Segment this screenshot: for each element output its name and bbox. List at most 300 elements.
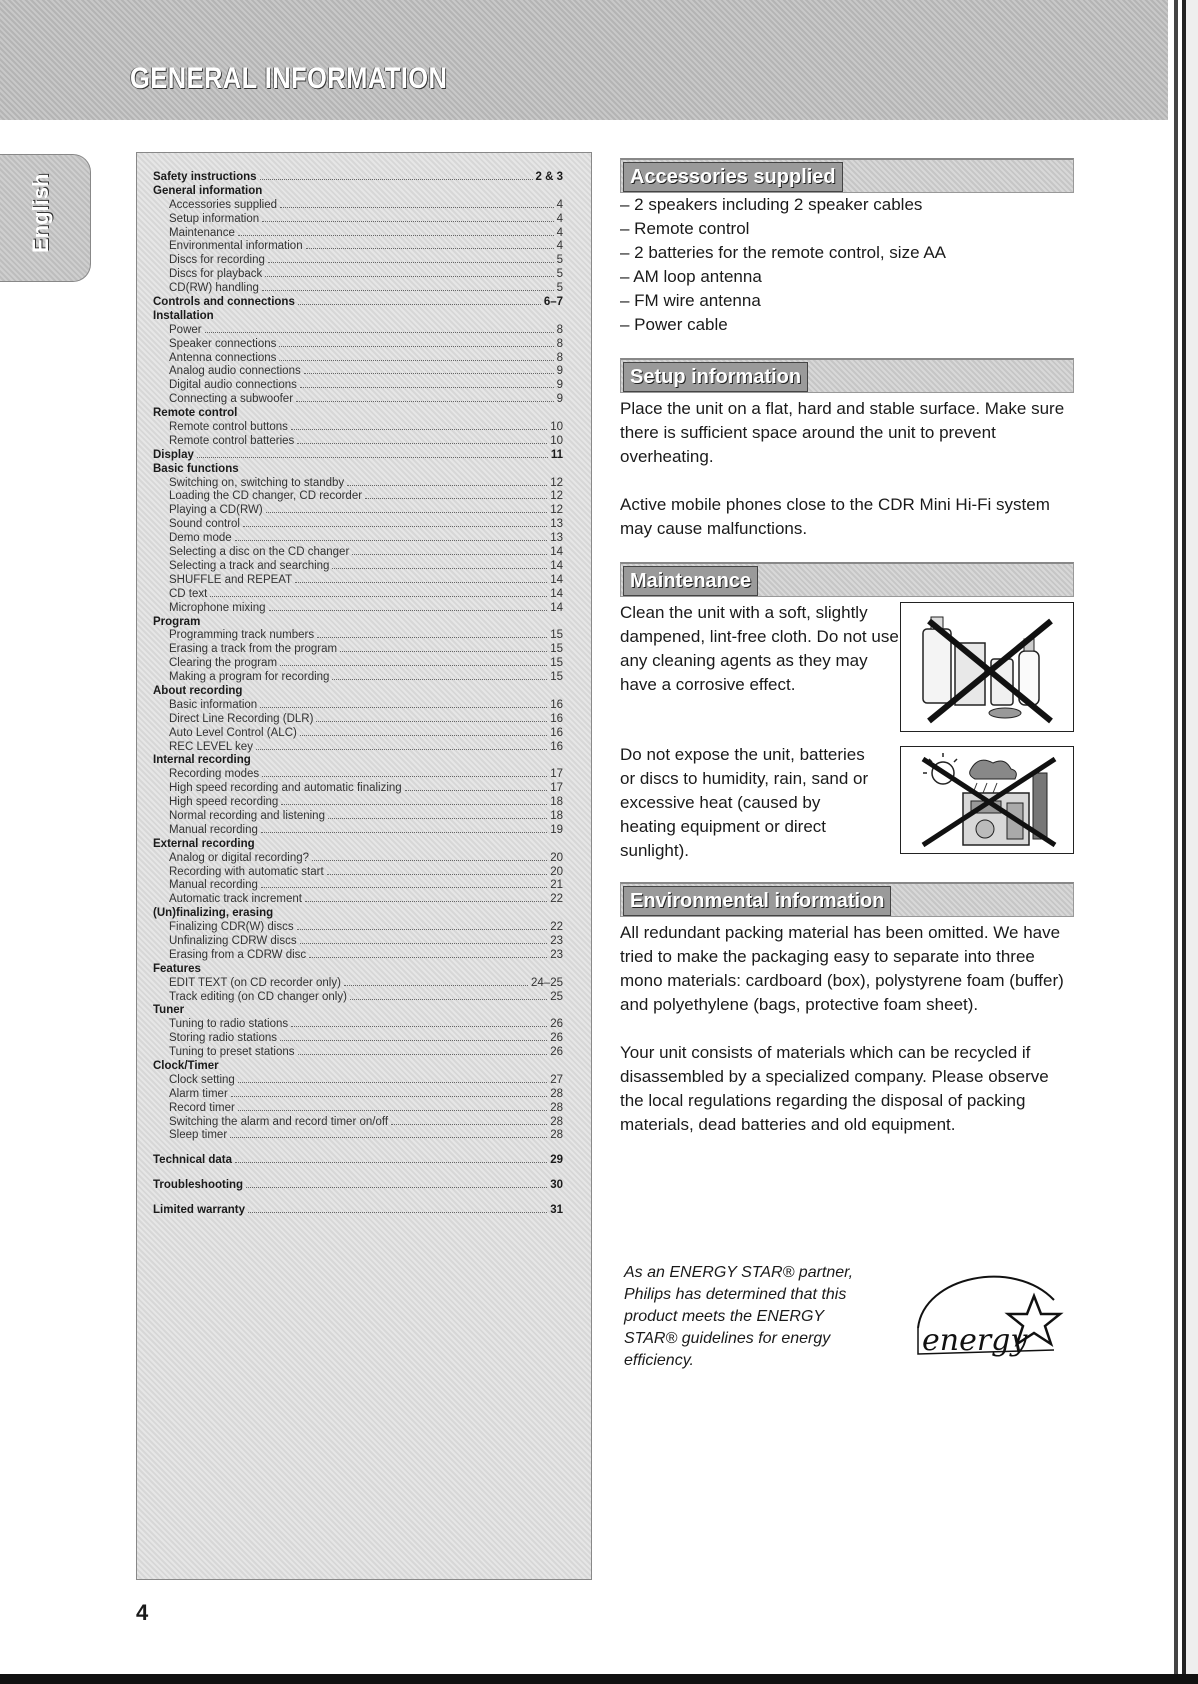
toc-entry-page: 12 xyxy=(550,504,563,517)
accessories-section xyxy=(620,158,1074,337)
toc-entry-label: Manual recording xyxy=(169,879,258,892)
toc-leader-dots xyxy=(260,707,547,708)
toc-entry xyxy=(153,810,563,824)
toc-leader-dots xyxy=(332,568,547,569)
energy-star-statement: As an ENERGY STAR® partner, Philips has determined that this product meets the ENERGY STAR® guidelines for energy efficiency. xyxy=(624,1264,854,1369)
accessories-list xyxy=(620,193,1074,337)
toc-leader-dots xyxy=(365,498,547,499)
toc-entry-label: Clock setting xyxy=(169,1073,235,1086)
environmental-paragraph-1: All redundant packing material has been omitted. We have tried to make the packaging easy to separate into three mono materials: cardboard (box), polystyrene foam (buffer) and polyethylene (bags, protective foam sheet). xyxy=(620,923,1064,1014)
toc-leader-dots xyxy=(205,332,554,333)
toc-leader-dots xyxy=(235,540,548,541)
toc-entry xyxy=(153,671,563,685)
page-edge-bottom xyxy=(0,1674,1198,1684)
toc-entry-page: 15 xyxy=(550,629,563,642)
toc-entry-page: 9 xyxy=(556,365,563,378)
toc-entry-page: 28 xyxy=(550,1087,563,1100)
toc-entry-label: CD text xyxy=(169,587,208,600)
toc-entry-page: 29 xyxy=(550,1154,563,1167)
maintenance-heading-bar xyxy=(620,562,1074,597)
toc-leader-dots xyxy=(235,1162,547,1163)
toc-entry-page: 21 xyxy=(550,879,563,892)
toc-entry-label: Erasing a track from the program xyxy=(169,643,338,656)
toc-entry-page: 4 xyxy=(556,212,563,225)
no-cleaning-agents-figure xyxy=(900,602,1074,732)
toc-entry-label: Making a program for recording xyxy=(169,671,330,684)
toc-entry-page: 15 xyxy=(550,643,563,656)
toc-entry xyxy=(153,518,563,532)
toc-entry-label: Safety instructions xyxy=(153,171,257,183)
toc-leader-dots xyxy=(306,248,554,249)
toc-entry xyxy=(153,796,563,810)
list-item: – Remote control xyxy=(620,219,750,238)
toc-leader-dots xyxy=(262,776,547,777)
toc-leader-dots xyxy=(291,1026,547,1027)
toc-leader-dots xyxy=(238,235,554,236)
toc-entry-page: 26 xyxy=(550,1018,563,1031)
toc-leader-dots xyxy=(261,887,547,888)
toc-entry xyxy=(153,1102,563,1116)
toc-leader-dots xyxy=(300,735,547,736)
toc-entry xyxy=(153,1046,563,1060)
toc-leader-dots xyxy=(300,387,554,388)
toc-leader-dots xyxy=(297,929,548,930)
toc-entry-label: Controls and connections xyxy=(153,296,295,309)
toc-entry-page: 2 & 3 xyxy=(535,171,563,183)
toc-entry xyxy=(153,407,563,421)
toc-entry-page: 16 xyxy=(550,698,563,711)
toc-entry xyxy=(153,435,563,449)
toc-entry-label: Direct Line Recording (DLR) xyxy=(169,712,314,725)
toc-entry-page: 26 xyxy=(550,1032,563,1045)
toc-entry-page: 24–25 xyxy=(531,976,563,989)
toc-entry-page: 15 xyxy=(550,657,563,670)
toc-leader-dots xyxy=(305,901,547,902)
toc-entry xyxy=(153,1088,563,1102)
toc-entry-page: 8 xyxy=(556,337,563,350)
toc-entry xyxy=(153,629,563,643)
toc-entry xyxy=(153,171,563,185)
toc-entry-label: Tuner xyxy=(153,1004,185,1017)
toc-entry-label: Power xyxy=(169,323,202,336)
toc-entry-page: 18 xyxy=(550,809,563,822)
toc-entry-page: 20 xyxy=(550,865,563,878)
toc-entry-label: Remote control buttons xyxy=(169,421,288,434)
toc-entry xyxy=(153,532,563,546)
toc-entry xyxy=(153,977,563,991)
toc-entry-page: 4 xyxy=(556,240,563,253)
toc-leader-dots xyxy=(340,651,547,652)
toc-entry-page: 8 xyxy=(556,323,563,336)
toc-entry-page: 4 xyxy=(556,226,563,239)
toc-entry-page: 22 xyxy=(550,921,563,934)
toc-entry xyxy=(153,935,563,949)
toc-leader-dots xyxy=(405,790,548,791)
toc-entry-page: 23 xyxy=(550,934,563,947)
toc-entry-label: Erasing from a CDRW disc xyxy=(169,948,307,961)
toc-entry-page: 10 xyxy=(550,434,563,447)
toc-entry-label: Discs for playback xyxy=(169,268,263,281)
toc-entry xyxy=(153,421,563,435)
toc-entry-label: SHUFFLE and REPEAT xyxy=(169,573,293,586)
toc-entry xyxy=(153,1032,563,1046)
toc-leader-dots xyxy=(291,429,547,430)
toc-leader-dots xyxy=(344,985,528,986)
toc-entry xyxy=(153,1004,563,1018)
toc-entry-label: Tuning to radio stations xyxy=(169,1018,289,1031)
toc-leader-dots xyxy=(243,526,547,527)
header-band xyxy=(0,0,1168,120)
toc-entry-label: REC LEVEL key xyxy=(169,740,253,753)
toc-leader-dots xyxy=(279,360,553,361)
toc-entry-label: Sleep timer xyxy=(169,1129,228,1142)
toc-entry-page: 31 xyxy=(550,1204,563,1217)
toc-entry xyxy=(153,199,563,213)
toc-entry-label: Analog or digital recording? xyxy=(169,851,310,864)
toc-leader-dots xyxy=(265,276,553,277)
toc-entry xyxy=(153,560,563,574)
toc-leader-dots xyxy=(281,804,547,805)
toc-entry xyxy=(153,768,563,782)
energy-star-logo xyxy=(904,1256,1074,1376)
toc-entry xyxy=(153,268,563,282)
toc-entry-label: Basic functions xyxy=(153,462,239,475)
toc-entry-label: Auto Level Control (ALC) xyxy=(169,726,297,739)
toc-entry xyxy=(153,213,563,227)
toc-entry xyxy=(153,490,563,504)
toc-leader-dots xyxy=(248,1212,547,1213)
toc-entry-label: Program xyxy=(153,615,201,628)
toc-entry-page: 14 xyxy=(550,587,563,600)
toc-entry-label: Programming track numbers xyxy=(169,629,315,642)
toc-entry-label: Antenna connections xyxy=(169,351,277,364)
toc-entry xyxy=(153,893,563,907)
toc-entry xyxy=(153,657,563,671)
toc-entry-label: Limited warranty xyxy=(153,1204,246,1217)
maintenance-heading: Maintenance xyxy=(623,566,758,596)
toc-entry-page: 17 xyxy=(550,782,563,795)
toc-entry xyxy=(153,477,563,491)
toc-leader-dots xyxy=(268,262,554,263)
toc-entry-page: 11 xyxy=(550,448,563,461)
setup-heading-bar xyxy=(620,358,1074,393)
toc-entry-label: Switching on, switching to standby xyxy=(169,476,345,489)
toc-entry-page: 6–7 xyxy=(543,296,563,309)
page-number: 4 xyxy=(136,1600,149,1625)
toc-leader-dots xyxy=(312,860,547,861)
toc-entry-label: General information xyxy=(153,184,263,197)
toc-entry-page: 12 xyxy=(550,476,563,489)
toc-entry-label: Technical data xyxy=(153,1154,233,1167)
toc-entry xyxy=(153,782,563,796)
toc-entry-label: Remote control batteries xyxy=(169,434,295,447)
toc-entry-label: Loading the CD changer, CD recorder xyxy=(169,490,363,503)
toc-leader-dots xyxy=(262,221,553,222)
toc-entry-label: Clearing the program xyxy=(169,657,278,670)
toc-entry xyxy=(153,643,563,657)
toc-entry-label: Features xyxy=(153,962,201,975)
toc-leader-dots xyxy=(332,679,547,680)
toc-entry-page: 14 xyxy=(550,546,563,559)
toc-entry-page: 5 xyxy=(556,254,563,267)
environmental-heading: Environmental information xyxy=(623,886,891,916)
no-heat-humidity-figure xyxy=(900,746,1074,854)
toc-entry-page: 13 xyxy=(550,532,563,545)
toc-entry-label: High speed recording and automatic finalizing xyxy=(169,782,402,795)
toc-entry-label: Demo mode xyxy=(169,532,232,545)
toc-entry-page: 14 xyxy=(550,601,563,614)
toc-leader-dots xyxy=(347,485,547,486)
toc-leader-dots xyxy=(280,665,547,666)
toc-entry-page: 9 xyxy=(556,379,563,392)
list-item: – 2 speakers including 2 speaker cables xyxy=(620,195,923,214)
toc-entry xyxy=(153,1116,563,1130)
toc-leader-dots xyxy=(238,1082,547,1083)
toc-entry-page: 28 xyxy=(550,1101,563,1114)
toc-entry xyxy=(153,879,563,893)
table-of-contents xyxy=(136,152,592,1580)
toc-leader-dots xyxy=(210,596,547,597)
toc-leader-dots xyxy=(317,637,547,638)
toc-entry-page: 27 xyxy=(550,1073,563,1086)
toc-entry-label: Unfinalizing CDRW discs xyxy=(169,934,297,947)
toc-entry xyxy=(153,1179,563,1193)
toc-entry xyxy=(153,296,563,310)
toc-leader-dots xyxy=(297,443,547,444)
toc-entry-page: 19 xyxy=(550,823,563,836)
toc-entry xyxy=(153,824,563,838)
setup-section xyxy=(620,358,1074,541)
setup-paragraph-2: Active mobile phones close to the CDR Mini Hi-Fi system may cause malfunctions. xyxy=(620,495,1050,538)
toc-entry xyxy=(153,699,563,713)
toc-entry xyxy=(153,991,563,1005)
toc-leader-dots xyxy=(280,1040,547,1041)
toc-entry-page: 16 xyxy=(550,712,563,725)
toc-leader-dots xyxy=(238,1110,547,1111)
toc-entry-label: Maintenance xyxy=(169,226,235,239)
energy-star-icon xyxy=(904,1256,1074,1376)
toc-entry xyxy=(153,602,563,616)
energy-logo-text: energy xyxy=(922,1323,1028,1358)
toc-entry xyxy=(153,754,563,768)
toc-entry-page: 22 xyxy=(550,893,563,906)
toc-leader-dots xyxy=(269,610,548,611)
toc-entry xyxy=(153,254,563,268)
toc-entry xyxy=(153,449,563,463)
toc-entry-page: 26 xyxy=(550,1046,563,1059)
toc-entry xyxy=(153,727,563,741)
toc-entry-label: CD(RW) handling xyxy=(169,282,259,295)
toc-leader-dots xyxy=(316,721,547,722)
toc-leader-dots xyxy=(328,818,547,819)
toc-entry-label: EDIT TEXT (on CD recorder only) xyxy=(169,976,341,989)
toc-entry xyxy=(153,1129,563,1143)
toc-entry-page: 20 xyxy=(550,851,563,864)
toc-entry xyxy=(153,907,563,921)
toc-leader-dots xyxy=(391,1124,547,1125)
toc-entry-page: 12 xyxy=(550,490,563,503)
toc-leader-dots xyxy=(280,207,554,208)
toc-entry-label: Speaker connections xyxy=(169,337,277,350)
toc-entry xyxy=(153,1018,563,1032)
toc-entry-label: Basic information xyxy=(169,698,258,711)
toc-entry xyxy=(153,1154,563,1168)
toc-entry-page: 14 xyxy=(550,573,563,586)
setup-heading: Setup information xyxy=(623,362,808,392)
toc-entry-label: (Un)finalizing, erasing xyxy=(153,907,274,920)
toc-entry xyxy=(153,240,563,254)
accessories-heading: Accessories supplied xyxy=(623,162,843,192)
toc-entry-label: About recording xyxy=(153,684,243,697)
toc-entry-label: Installation xyxy=(153,309,214,322)
toc-leader-dots xyxy=(295,582,547,583)
toc-leader-dots xyxy=(266,512,547,513)
toc-entry-page: 16 xyxy=(550,726,563,739)
toc-entry-label: Selecting a disc on the CD changer xyxy=(169,546,350,559)
toc-entry xyxy=(153,365,563,379)
list-item: – AM loop antenna xyxy=(620,267,762,286)
toc-entry-page: 13 xyxy=(550,518,563,531)
toc-entry-label: Accessories supplied xyxy=(169,198,278,211)
maintenance-paragraph-2: Do not expose the unit, batteries or discs to humidity, rain, sand or excessive heat (caused by heating equipment or direct sunlight). xyxy=(620,745,869,860)
toc-entry-label: Troubleshooting xyxy=(153,1179,244,1192)
language-tab xyxy=(0,154,91,282)
toc-leader-dots xyxy=(309,957,547,958)
toc-leader-dots xyxy=(261,832,547,833)
cleaning-agents-crossed-icon xyxy=(901,603,1073,731)
toc-entry-label: Sound control xyxy=(169,518,240,531)
toc-leader-dots xyxy=(300,943,548,944)
toc-entry-label: Analog audio connections xyxy=(169,365,301,378)
toc-entry xyxy=(153,866,563,880)
toc-leader-dots xyxy=(279,346,553,347)
toc-entry-label: Storing radio stations xyxy=(169,1032,278,1045)
toc-entry xyxy=(153,741,563,755)
list-item: – FM wire antenna xyxy=(620,291,761,310)
toc-entry-label: Normal recording and listening xyxy=(169,809,325,822)
toc-leader-dots xyxy=(352,554,547,555)
toc-leader-dots xyxy=(260,179,533,180)
toc-entry-page: 5 xyxy=(556,268,563,281)
toc-entry xyxy=(153,504,563,518)
toc-entry-label: Record timer xyxy=(169,1101,235,1114)
toc-leader-dots xyxy=(350,999,547,1000)
list-item: – 2 batteries for the remote control, size AA xyxy=(620,243,946,262)
toc-entry xyxy=(153,352,563,366)
toc-entry xyxy=(153,227,563,241)
toc-entry xyxy=(153,1204,563,1218)
toc-entry xyxy=(153,1060,563,1074)
language-tab-label: English xyxy=(28,173,53,253)
environmental-paragraph-2: Your unit consists of materials which can be recycled if disassembled by a specialized company. Please observe the local regulations regarding the disposal of packing materials, dead batteries and old equipment. xyxy=(620,1043,1049,1134)
toc-entry-label: Switching the alarm and record timer on/off xyxy=(169,1115,389,1128)
toc-entry-page: 30 xyxy=(550,1179,563,1192)
toc-entry-page: 8 xyxy=(556,351,563,364)
toc-entry-page: 15 xyxy=(550,671,563,684)
maintenance-paragraph-1: Clean the unit with a soft, slightly dampened, lint-free cloth. Do not use any cleaning agents as they may have a corrosive effect. xyxy=(620,603,899,694)
toc-leader-dots xyxy=(327,874,548,875)
toc-leader-dots xyxy=(231,1096,547,1097)
toc-entry-label: Recording with automatic start xyxy=(169,865,324,878)
toc-entry-label: Alarm timer xyxy=(169,1087,228,1100)
toc-entry-label: Connecting a subwoofer xyxy=(169,393,294,406)
toc-entry-label: Selecting a track and searching xyxy=(169,559,330,572)
toc-entry xyxy=(153,963,563,977)
toc-entry-page: 17 xyxy=(550,768,563,781)
toc-leader-dots xyxy=(298,1054,548,1055)
toc-entry-page: 18 xyxy=(550,796,563,809)
toc-entry xyxy=(153,1074,563,1088)
toc-entry-label: Remote control xyxy=(153,407,238,420)
toc-entry-label: Track editing (on CD changer only) xyxy=(169,990,347,1003)
toc-entry xyxy=(153,379,563,393)
toc-entry xyxy=(153,921,563,935)
toc-entry xyxy=(153,185,563,199)
toc-entry-page: 5 xyxy=(556,282,563,295)
toc-leader-dots xyxy=(298,304,541,305)
toc-entry-label: Recording modes xyxy=(169,768,260,781)
environmental-heading-bar xyxy=(620,882,1074,917)
toc-entry xyxy=(153,338,563,352)
toc-entry-page: 9 xyxy=(556,393,563,406)
toc-leader-dots xyxy=(304,373,554,374)
setup-paragraph-1: Place the unit on a flat, hard and stable surface. Make sure there is sufficient space around the unit to prevent overheating. xyxy=(620,399,1065,466)
toc-entry-page: 28 xyxy=(550,1129,563,1142)
toc-entry xyxy=(153,574,563,588)
toc-entry xyxy=(153,282,563,296)
list-item: – Power cable xyxy=(620,315,728,334)
toc-entry xyxy=(153,463,563,477)
toc-entry-label: Microphone mixing xyxy=(169,601,266,614)
toc-entry-label: High speed recording xyxy=(169,796,279,809)
toc-entry xyxy=(153,713,563,727)
toc-leader-dots xyxy=(197,457,548,458)
toc-entry-label: Finalizing CDR(W) discs xyxy=(169,921,294,934)
toc-entry xyxy=(153,393,563,407)
toc-entry-label: Discs for recording xyxy=(169,254,265,267)
toc-entry xyxy=(153,949,563,963)
toc-entry-label: Internal recording xyxy=(153,754,251,767)
toc-entry-page: 23 xyxy=(550,948,563,961)
toc-entry-label: Playing a CD(RW) xyxy=(169,504,263,517)
toc-entry-label: Environmental information xyxy=(169,240,303,253)
toc-entry xyxy=(153,546,563,560)
accessories-heading-bar xyxy=(620,158,1074,193)
page-title: GENERAL INFORMATION xyxy=(130,62,448,95)
environmental-section xyxy=(620,882,1074,1137)
toc-entry xyxy=(153,838,563,852)
toc-entry xyxy=(153,310,563,324)
toc-entry-page: 16 xyxy=(550,740,563,753)
heat-humidity-crossed-icon xyxy=(901,747,1073,853)
toc-entry-label: Display xyxy=(153,448,194,461)
toc-leader-dots xyxy=(296,401,554,402)
toc-entry-page: 4 xyxy=(556,198,563,211)
toc-entry-label: Manual recording xyxy=(169,823,258,836)
toc-entry-label: External recording xyxy=(153,837,255,850)
toc-entry-label: Tuning to preset stations xyxy=(169,1046,295,1059)
toc-entry-page: 14 xyxy=(550,559,563,572)
toc-leader-dots xyxy=(230,1137,547,1138)
toc-entry xyxy=(153,324,563,338)
toc-entry xyxy=(153,685,563,699)
toc-entry-label: Setup information xyxy=(169,212,260,225)
toc-entry-label: Clock/Timer xyxy=(153,1060,219,1072)
toc-leader-dots xyxy=(246,1187,547,1188)
toc-entry xyxy=(153,616,563,630)
toc-entry xyxy=(153,588,563,602)
toc-leader-dots xyxy=(262,290,554,291)
